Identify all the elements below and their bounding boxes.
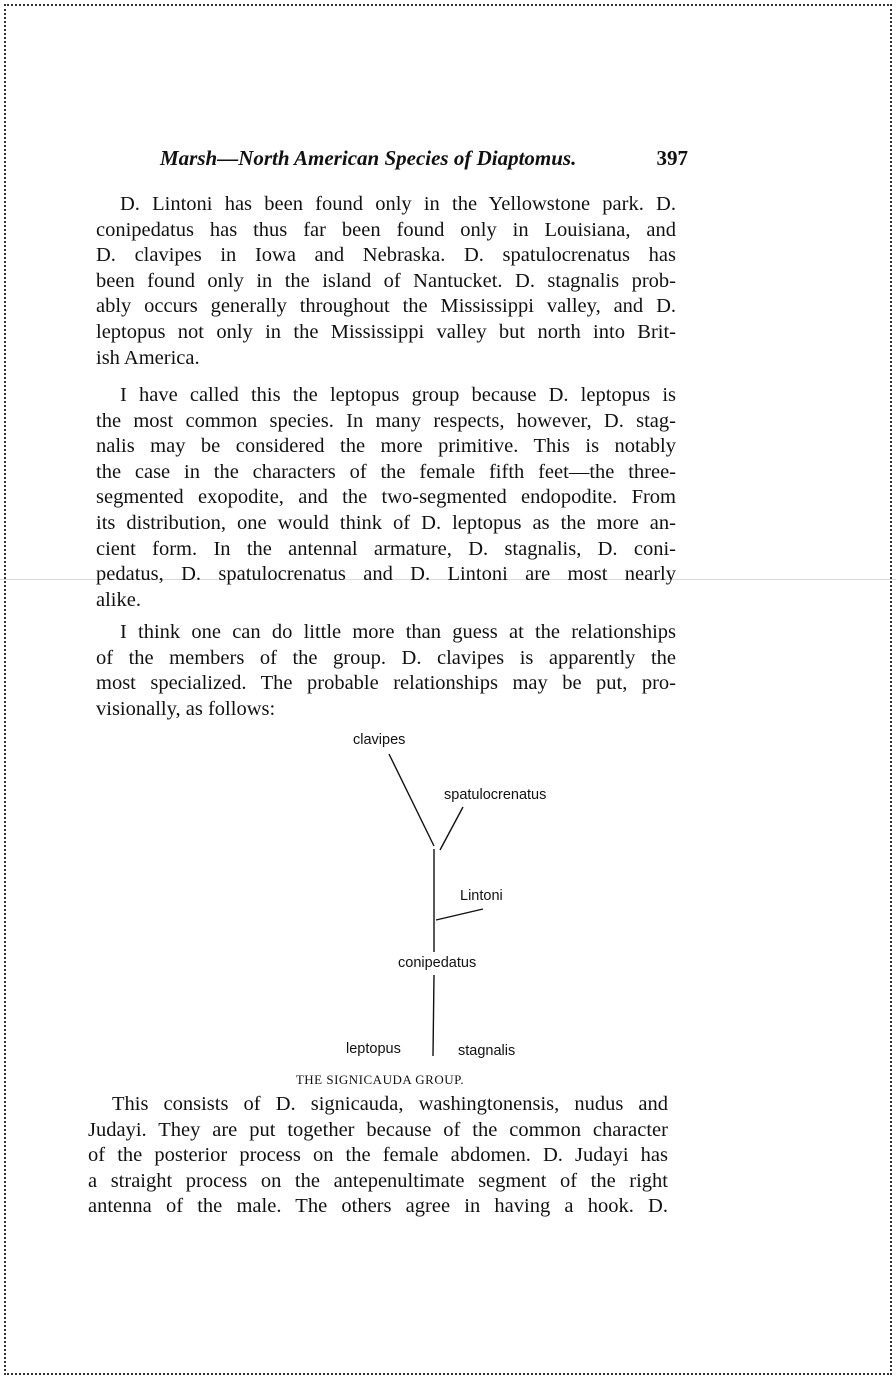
text-line: cient form. In the antennal armature, D. stagnalis, D. coni- [96, 537, 676, 560]
text-line: of the members of the group. D. clavipes is apparently the [96, 646, 676, 669]
text-line: conipedatus has thus far been found only in Louisiana, and [96, 218, 676, 241]
branch-spatulocrenatus [440, 807, 463, 850]
label-spatulocrenatus: spatulocrenatus [444, 787, 547, 803]
label-leptopus: leptopus [346, 1041, 401, 1057]
running-title: Marsh—North American Species of Diaptomus. [160, 146, 577, 170]
branch-lintoni [436, 909, 483, 920]
text-line: the case in the characters of the female fifth feet—the three- [96, 460, 676, 483]
text-line: the most common species. In many respects, however, D. stag- [96, 409, 676, 432]
text-line: alike. [96, 588, 141, 611]
text-line: ably occurs generally throughout the Mississippi valley, and D. [96, 295, 676, 318]
branch-clavipes [389, 754, 434, 846]
text-line: segmented exopodite, and the two-segmented endopodite. From [96, 486, 676, 509]
label-stagnalis: stagnalis [458, 1043, 516, 1059]
text-line: Judayi. They are put together because of the common character [88, 1118, 668, 1141]
text-line: been found only in the island of Nantucket. D. stagnalis prob- [96, 269, 676, 292]
text-line: This consists of D. signicauda, washingtonensis, nudus and [112, 1093, 668, 1115]
text-line: D. clavipes in Iowa and Nebraska. D. spatulocrenatus has [96, 244, 676, 267]
text-line: leptopus not only in the Mississippi valley but north into Brit- [96, 320, 676, 343]
label-lintoni: Lintoni [460, 888, 503, 904]
label-clavipes: clavipes [353, 732, 406, 748]
text-line: D. Lintoni has been found only in the Yellowstone park. D. [120, 193, 676, 215]
label-conipedatus: conipedatus [398, 955, 477, 971]
page-number: 397 [656, 146, 688, 170]
text-line: of the posterior process on the female abdomen. D. Judayi has [88, 1144, 668, 1167]
text-line: visionally, as follows: [96, 697, 276, 720]
text-line: antenna of the male. The others agree in having a hook. D. [88, 1195, 668, 1218]
text-line: its distribution, one would think of D. leptopus as the more an- [96, 511, 676, 534]
stem-lower [433, 975, 434, 1056]
text-line: ish America. [96, 346, 200, 369]
text-line: most specialized. The probable relationships may be put, pro- [96, 672, 676, 695]
text-line: nalis may be considered the more primitive. This is notably [96, 435, 676, 458]
text-line: pedatus, D. spatulocrenatus and D. Lintoni are most nearly [96, 563, 676, 586]
section-heading: THE SIGNICAUDA GROUP. [295, 1072, 465, 1087]
text-line: a straight process on the antepenultimate segment of the right [88, 1169, 668, 1192]
text-line: I have called this the leptopus group because D. leptopus is [120, 384, 676, 406]
text-line: I think one can do little more than guess at the relationships [120, 621, 676, 643]
paragraph-signicauda [88, 1092, 668, 1220]
